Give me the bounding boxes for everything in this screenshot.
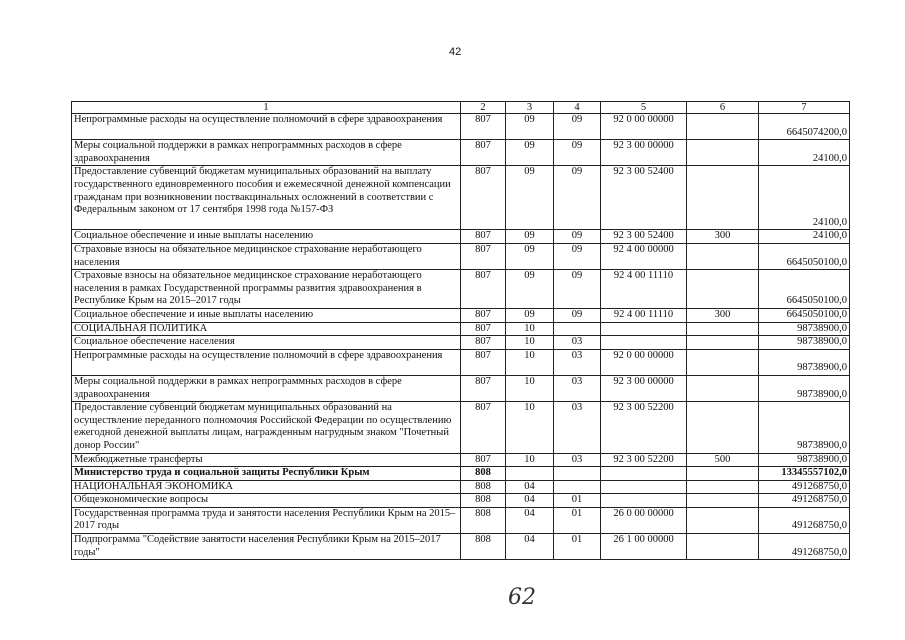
ministry-code-cell: 807: [461, 166, 506, 230]
amount-cell: 24100,0: [759, 166, 850, 230]
column-header: 6: [687, 102, 759, 114]
subsection-code-cell: 01: [554, 507, 601, 533]
expense-name-cell: Социальное обеспечение населения: [72, 336, 461, 350]
page-number: 42: [449, 46, 462, 58]
table-row: [72, 507, 850, 533]
expense-name-cell: Предоставление субвенций бюджетам муниципальных образований на осуществление переданного полномочия Российской Федерации по осуществлению ежегодной денежной выплаты лицам, награжденным нагрудным знаком "Почетный донор России": [72, 402, 461, 453]
expense-name-cell: Предоставление субвенций бюджетам муниципальных образований на выплату государственного единовременного пособия и ежемесячной денежной компенсации гражданам при возникновении поствакцинальных осложнений в соответствии с Федеральным законом от 17 сентября 1998 года №157-ФЗ: [72, 166, 461, 230]
table-row: [72, 375, 850, 401]
amount-cell: 98738900,0: [759, 375, 850, 401]
section-code-cell: 04: [506, 534, 554, 560]
ministry-code-cell: 807: [461, 375, 506, 401]
subsection-code-cell: 03: [554, 453, 601, 467]
table-header-row: [72, 102, 850, 114]
table-row: [72, 322, 850, 336]
amount-cell: 491268750,0: [759, 494, 850, 508]
target-article-code-cell: 92 4 00 11110: [601, 270, 687, 309]
target-article-code-cell: [601, 494, 687, 508]
subsection-code-cell: [554, 322, 601, 336]
section-code-cell: 10: [506, 349, 554, 375]
amount-cell: 98738900,0: [759, 322, 850, 336]
ministry-code-cell: 808: [461, 480, 506, 494]
expense-type-code-cell: [687, 243, 759, 269]
subsection-code-cell: [554, 480, 601, 494]
expense-type-code-cell: [687, 114, 759, 140]
amount-cell: 98738900,0: [759, 402, 850, 453]
ministry-code-cell: 807: [461, 140, 506, 166]
amount-cell: 6645074200,0: [759, 114, 850, 140]
section-code-cell: 09: [506, 166, 554, 230]
amount-cell: 491268750,0: [759, 534, 850, 560]
ministry-code-cell: 807: [461, 322, 506, 336]
target-article-code-cell: 92 0 00 00000: [601, 349, 687, 375]
expense-type-code-cell: [687, 534, 759, 560]
target-article-code-cell: 92 3 00 52400: [601, 166, 687, 230]
handwritten-page-mark: 62: [508, 585, 536, 610]
amount-cell: 6645050100,0: [759, 308, 850, 322]
expense-type-code-cell: [687, 270, 759, 309]
section-code-cell: 04: [506, 507, 554, 533]
expense-type-code-cell: [687, 322, 759, 336]
expense-type-code-cell: 300: [687, 230, 759, 244]
expense-type-code-cell: [687, 140, 759, 166]
target-article-code-cell: 92 3 00 00000: [601, 140, 687, 166]
target-article-code-cell: 92 3 00 52400: [601, 230, 687, 244]
section-code-cell: 09: [506, 243, 554, 269]
section-code-cell: 04: [506, 480, 554, 494]
expense-type-code-cell: [687, 349, 759, 375]
expense-name-cell: Подпрограмма "Содействие занятости населения Республики Крым на 2015–2017 годы": [72, 534, 461, 560]
target-article-code-cell: [601, 322, 687, 336]
amount-cell: 98738900,0: [759, 349, 850, 375]
amount-cell: 98738900,0: [759, 336, 850, 350]
ministry-code-cell: 808: [461, 534, 506, 560]
expense-type-code-cell: 300: [687, 308, 759, 322]
expense-name-cell: Непрограммные расходы на осуществление полномочий в сфере здравоохранения: [72, 114, 461, 140]
table-row: [72, 534, 850, 560]
column-header: 7: [759, 102, 850, 114]
target-article-code-cell: 92 3 00 00000: [601, 375, 687, 401]
column-header: 4: [554, 102, 601, 114]
subsection-code-cell: [554, 467, 601, 481]
amount-cell: 24100,0: [759, 140, 850, 166]
column-header: 1: [72, 102, 461, 114]
ministry-code-cell: 808: [461, 507, 506, 533]
amount-cell: 491268750,0: [759, 480, 850, 494]
subsection-code-cell: 09: [554, 270, 601, 309]
ministry-code-cell: 808: [461, 494, 506, 508]
section-code-cell: 09: [506, 114, 554, 140]
target-article-code-cell: [601, 480, 687, 494]
expense-name-cell: СОЦИАЛЬНАЯ ПОЛИТИКА: [72, 322, 461, 336]
target-article-code-cell: 92 3 00 52200: [601, 402, 687, 453]
section-code-cell: 10: [506, 375, 554, 401]
section-code-cell: 04: [506, 494, 554, 508]
subsection-code-cell: 03: [554, 375, 601, 401]
expense-type-code-cell: [687, 467, 759, 481]
expense-type-code-cell: [687, 375, 759, 401]
ministry-code-cell: 807: [461, 270, 506, 309]
table-row: [72, 166, 850, 230]
section-code-cell: 09: [506, 140, 554, 166]
table-row: [72, 243, 850, 269]
target-article-code-cell: 92 0 00 00000: [601, 114, 687, 140]
amount-cell: 24100,0: [759, 230, 850, 244]
subsection-code-cell: 01: [554, 494, 601, 508]
target-article-code-cell: 26 1 00 00000: [601, 534, 687, 560]
expense-name-cell: Меры социальной поддержки в рамках непрограммных расходов в сфере здравоохранения: [72, 375, 461, 401]
expense-name-cell: Межбюджетные трансферты: [72, 453, 461, 467]
expense-name-cell: Меры социальной поддержки в рамках непрограммных расходов в сфере здравоохранения: [72, 140, 461, 166]
subsection-code-cell: 03: [554, 402, 601, 453]
table-row: [72, 349, 850, 375]
target-article-code-cell: [601, 336, 687, 350]
subsection-code-cell: 03: [554, 349, 601, 375]
section-code-cell: 09: [506, 230, 554, 244]
section-code-cell: [506, 467, 554, 481]
expense-type-code-cell: [687, 507, 759, 533]
subsection-code-cell: 01: [554, 534, 601, 560]
ministry-code-cell: 807: [461, 230, 506, 244]
section-code-cell: 09: [506, 308, 554, 322]
expense-name-cell: Страховые взносы на обязательное медицинское страхование неработающего населения в рамках Государственной программы развития здравоохранения в Республике Крым на 2015–2017 годы: [72, 270, 461, 309]
subsection-code-cell: 09: [554, 230, 601, 244]
column-header: 5: [601, 102, 687, 114]
expense-name-cell: Социальное обеспечение и иные выплаты населению: [72, 308, 461, 322]
expense-type-code-cell: [687, 336, 759, 350]
amount-cell: 6645050100,0: [759, 270, 850, 309]
section-code-cell: 10: [506, 322, 554, 336]
target-article-code-cell: [601, 467, 687, 481]
expense-name-cell: Министерство труда и социальной защиты Республики Крым: [72, 467, 461, 481]
ministry-code-cell: 807: [461, 308, 506, 322]
expense-type-code-cell: [687, 402, 759, 453]
subsection-code-cell: 03: [554, 336, 601, 350]
expense-type-code-cell: [687, 494, 759, 508]
ministry-code-cell: 807: [461, 453, 506, 467]
budget-table: [71, 101, 850, 560]
ministry-code-cell: 807: [461, 243, 506, 269]
ministry-code-cell: 807: [461, 336, 506, 350]
subsection-code-cell: 09: [554, 140, 601, 166]
target-article-code-cell: 92 4 00 00000: [601, 243, 687, 269]
amount-cell: 98738900,0: [759, 453, 850, 467]
ministry-code-cell: 807: [461, 349, 506, 375]
subsection-code-cell: 09: [554, 308, 601, 322]
table-row: [72, 480, 850, 494]
table-row: [72, 308, 850, 322]
expense-name-cell: Страховые взносы на обязательное медицинское страхование неработающего населения: [72, 243, 461, 269]
section-code-cell: 10: [506, 336, 554, 350]
table-row: [72, 114, 850, 140]
table-row: [72, 140, 850, 166]
amount-cell: 6645050100,0: [759, 243, 850, 269]
section-code-cell: 10: [506, 402, 554, 453]
column-header: 2: [461, 102, 506, 114]
target-article-code-cell: 92 3 00 52200: [601, 453, 687, 467]
table-row: [72, 467, 850, 481]
table-row: [72, 453, 850, 467]
expense-type-code-cell: 500: [687, 453, 759, 467]
subsection-code-cell: 09: [554, 166, 601, 230]
target-article-code-cell: 92 4 00 11110: [601, 308, 687, 322]
expense-name-cell: Общеэкономические вопросы: [72, 494, 461, 508]
ministry-code-cell: 808: [461, 467, 506, 481]
table-row: [72, 402, 850, 453]
amount-cell: 491268750,0: [759, 507, 850, 533]
ministry-code-cell: 807: [461, 402, 506, 453]
subsection-code-cell: 09: [554, 243, 601, 269]
expense-name-cell: Социальное обеспечение и иные выплаты населению: [72, 230, 461, 244]
ministry-code-cell: 807: [461, 114, 506, 140]
table-row: [72, 336, 850, 350]
table-row: [72, 494, 850, 508]
expense-type-code-cell: [687, 166, 759, 230]
table-row: [72, 270, 850, 309]
column-header: 3: [506, 102, 554, 114]
expense-name-cell: Непрограммные расходы на осуществление полномочий в сфере здравоохранения: [72, 349, 461, 375]
expense-name-cell: Государственная программа труда и занятости населения Республики Крым на 2015–2017 годы: [72, 507, 461, 533]
expense-type-code-cell: [687, 480, 759, 494]
amount-cell: 13345557102,0: [759, 467, 850, 481]
section-code-cell: 10: [506, 453, 554, 467]
subsection-code-cell: 09: [554, 114, 601, 140]
section-code-cell: 09: [506, 270, 554, 309]
table-row: [72, 230, 850, 244]
expense-name-cell: НАЦИОНАЛЬНАЯ ЭКОНОМИКА: [72, 480, 461, 494]
target-article-code-cell: 26 0 00 00000: [601, 507, 687, 533]
